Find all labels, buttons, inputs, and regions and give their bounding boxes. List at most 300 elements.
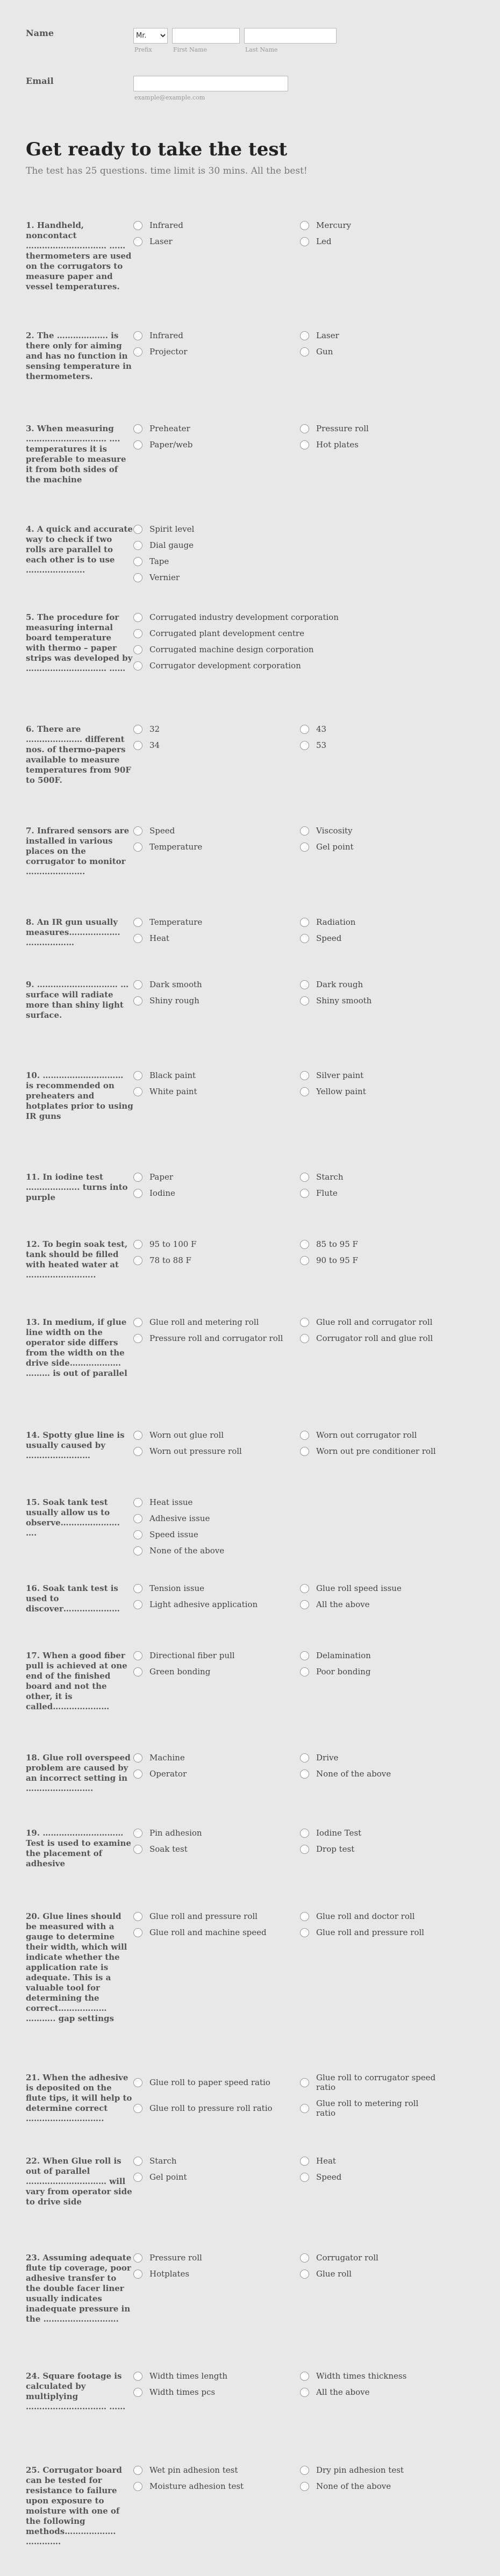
- answer-option[interactable]: [300, 2099, 440, 2118]
- answer-option[interactable]: [133, 347, 300, 356]
- answer-option[interactable]: [300, 1753, 440, 1762]
- answer-option[interactable]: [133, 1530, 434, 1539]
- answer-option[interactable]: [133, 1844, 300, 1854]
- answer-option[interactable]: [133, 842, 300, 852]
- question-5: [26, 612, 494, 674]
- radio-button[interactable]: [300, 934, 309, 943]
- answer-option[interactable]: [300, 842, 440, 852]
- question-25: [26, 2465, 494, 2547]
- radio-button[interactable]: [300, 996, 309, 1005]
- answer-option[interactable]: [300, 2253, 440, 2263]
- radio-button[interactable]: [133, 1447, 142, 1456]
- radio-button[interactable]: [133, 2372, 142, 2381]
- answer-option[interactable]: [300, 2269, 440, 2279]
- answer-option-label: Corrugator development corporation: [149, 661, 301, 670]
- answer-option[interactable]: [133, 1911, 300, 1921]
- answer-option[interactable]: [133, 1071, 300, 1080]
- answer-option[interactable]: [133, 1172, 300, 1182]
- radio-button[interactable]: [300, 347, 309, 356]
- radio-button[interactable]: [300, 1584, 309, 1593]
- answer-option[interactable]: [300, 1430, 440, 1440]
- answer-option-label: 90 to 95 F: [316, 1255, 358, 1265]
- question-text: 24. Square footage is calculated by multiplying ………………………… ……: [26, 2371, 126, 2411]
- radio-button[interactable]: [133, 1769, 142, 1779]
- answer-option[interactable]: [133, 2156, 300, 2166]
- answer-option-label: Spirit level: [149, 524, 195, 534]
- answer-option[interactable]: [133, 2387, 300, 2397]
- prefix-hint: Prefix: [134, 46, 152, 53]
- answer-option[interactable]: [133, 1188, 300, 1198]
- radio-button[interactable]: [133, 2078, 142, 2087]
- answer-option[interactable]: [133, 237, 300, 246]
- answer-option-label: Directional fiber pull: [149, 1651, 235, 1660]
- question-text: 4. A quick and accurate way to check if two rolls are parallel to each other is to use ………………….: [26, 524, 133, 575]
- answer-option[interactable]: [133, 917, 300, 927]
- answer-option-label: Drop test: [316, 1844, 355, 1854]
- answer-option[interactable]: [300, 740, 440, 750]
- answer-option[interactable]: [133, 826, 300, 836]
- answer-option[interactable]: [133, 724, 300, 734]
- answer-option[interactable]: [300, 2172, 440, 2182]
- radio-button[interactable]: [133, 2157, 142, 2166]
- radio-button[interactable]: [300, 2173, 309, 2182]
- answer-option-label: Glue roll to pressure roll ratio: [149, 2103, 273, 2113]
- radio-button[interactable]: [300, 1071, 309, 1080]
- answer-option-label: Worn out pre conditioner roll: [316, 1446, 436, 1456]
- answer-option[interactable]: [133, 629, 434, 638]
- answer-option[interactable]: [300, 2465, 440, 2475]
- answer-option-label: Glue roll and doctor roll: [316, 1911, 415, 1921]
- answer-option[interactable]: [300, 1333, 440, 1343]
- email-field-row: [26, 53, 500, 101]
- answer-option[interactable]: [133, 1087, 300, 1096]
- answer-option[interactable]: [133, 1333, 300, 1343]
- radio-button[interactable]: [133, 1546, 142, 1555]
- radio-button[interactable]: [300, 1189, 309, 1198]
- radio-button[interactable]: [133, 934, 142, 943]
- radio-button[interactable]: [133, 918, 142, 927]
- answer-options: [133, 524, 434, 582]
- radio-button[interactable]: [133, 1928, 142, 1937]
- radio-button[interactable]: [300, 725, 309, 734]
- question-14: [26, 1430, 494, 1461]
- answer-option[interactable]: [300, 1188, 440, 1198]
- question-17: [26, 1651, 494, 1712]
- answer-option-label: Heat: [316, 2156, 336, 2166]
- answer-option-label: Adhesive issue: [149, 1514, 210, 1523]
- answer-option[interactable]: [300, 1828, 440, 1838]
- radio-button[interactable]: [300, 843, 309, 852]
- radio-button[interactable]: [133, 1256, 142, 1265]
- answer-option[interactable]: [133, 661, 434, 670]
- answer-option[interactable]: [300, 724, 440, 734]
- answer-option-label: Wet pin adhesion test: [149, 2465, 238, 2475]
- answer-option[interactable]: [300, 2073, 440, 2092]
- question-text: 22. When Glue roll is out of parallel ………………………… will vary from operator side to drive side: [26, 2156, 132, 2207]
- answer-option-label: Pin adhesion: [149, 1828, 202, 1838]
- radio-button[interactable]: [133, 725, 142, 734]
- radio-button[interactable]: [133, 1173, 142, 1182]
- page-title: Get ready to take the test: [26, 139, 288, 160]
- answer-option-label: Black paint: [149, 1071, 196, 1080]
- answer-option-label: Width times pcs: [149, 2387, 216, 2397]
- radio-button[interactable]: [133, 613, 142, 622]
- question-2: [26, 331, 494, 382]
- radio-button[interactable]: [300, 741, 309, 750]
- answer-option[interactable]: [133, 996, 300, 1005]
- answer-option-label: Starch: [316, 1172, 344, 1182]
- answer-option-label: Infrared: [149, 331, 183, 340]
- answer-option-label: Corrugated industry development corporation: [149, 612, 339, 622]
- answer-option[interactable]: [300, 826, 440, 836]
- radio-button[interactable]: [300, 2372, 309, 2381]
- radio-button[interactable]: [133, 1584, 142, 1593]
- answer-option-label: Speed: [316, 2172, 342, 2182]
- answer-option[interactable]: [300, 980, 440, 989]
- answer-option[interactable]: [133, 331, 300, 340]
- answer-option-label: None of the above: [316, 1769, 391, 1779]
- question-text: 9. ………………………… … surface will radiate more than shiny light surface.: [26, 980, 129, 1020]
- question-21: [26, 2073, 494, 2124]
- radio-button[interactable]: [133, 996, 142, 1005]
- answer-option[interactable]: [133, 1828, 300, 1838]
- radio-button[interactable]: [133, 525, 142, 534]
- answer-option[interactable]: [133, 524, 434, 534]
- radio-button[interactable]: [133, 980, 142, 989]
- answer-option[interactable]: [133, 2465, 300, 2475]
- radio-button[interactable]: [133, 557, 142, 566]
- answer-option-label: Light adhesive application: [149, 1600, 258, 1609]
- answer-option-label: Shiny rough: [149, 996, 199, 1005]
- answer-option[interactable]: [300, 933, 440, 943]
- answer-option-label: Speed: [149, 826, 175, 836]
- question-18: [26, 1753, 494, 1794]
- answer-option-label: Width times length: [149, 2371, 228, 2381]
- answer-option[interactable]: [133, 424, 300, 433]
- answer-options: [133, 220, 440, 246]
- question-13: [26, 1317, 494, 1379]
- radio-button[interactable]: [133, 741, 142, 750]
- question-text: 3. When measuring ………………………… …. temperatures it is preferable to measure it from both sides of the machine: [26, 424, 126, 484]
- answer-options: [133, 1583, 440, 1609]
- radio-button[interactable]: [133, 2104, 142, 2113]
- radio-button[interactable]: [133, 1431, 142, 1440]
- radio-button[interactable]: [300, 2482, 309, 2491]
- radio-button[interactable]: [300, 424, 309, 433]
- radio-button[interactable]: [300, 2078, 309, 2087]
- answer-option[interactable]: [133, 1497, 434, 1507]
- radio-button[interactable]: [133, 1829, 142, 1838]
- radio-button[interactable]: [133, 661, 142, 670]
- answer-option[interactable]: [133, 1255, 300, 1265]
- answer-option[interactable]: [300, 1928, 440, 1937]
- answer-option-label: Gel point: [316, 842, 354, 852]
- answer-option[interactable]: [300, 2387, 440, 2397]
- radio-button[interactable]: [133, 331, 142, 340]
- answer-option[interactable]: [300, 1317, 440, 1327]
- answer-option-label: Iodine Test: [316, 1828, 362, 1838]
- answer-option-label: All the above: [316, 2387, 370, 2397]
- radio-button[interactable]: [300, 1173, 309, 1182]
- radio-button[interactable]: [133, 1189, 142, 1198]
- radio-button[interactable]: [300, 2388, 309, 2397]
- answer-option[interactable]: [300, 996, 440, 1005]
- answer-option-label: Flute: [316, 1188, 338, 1198]
- answer-option[interactable]: [133, 1753, 300, 1762]
- answer-option-label: Glue roll to corrugator speed ratio: [316, 2073, 436, 2092]
- answer-option[interactable]: [300, 1844, 440, 1854]
- radio-button[interactable]: [133, 237, 142, 246]
- answer-option[interactable]: [133, 573, 434, 582]
- question-8: [26, 917, 494, 948]
- answer-option-label: Gel point: [149, 2172, 187, 2182]
- answer-option[interactable]: [133, 1600, 300, 1609]
- answer-option[interactable]: [300, 424, 440, 433]
- radio-button[interactable]: [300, 1334, 309, 1343]
- answer-option[interactable]: [300, 440, 440, 449]
- prefix-select[interactable]: [133, 28, 168, 44]
- radio-button[interactable]: [300, 2104, 309, 2113]
- radio-button[interactable]: [300, 1318, 309, 1327]
- radio-button[interactable]: [300, 2270, 309, 2279]
- answer-option-label: 34: [149, 740, 160, 750]
- radio-button[interactable]: [300, 2157, 309, 2166]
- answer-option-label: Speed: [316, 933, 342, 943]
- radio-button[interactable]: [133, 843, 142, 852]
- radio-button[interactable]: [133, 1087, 142, 1096]
- radio-button[interactable]: [300, 2253, 309, 2263]
- radio-button[interactable]: [300, 1600, 309, 1609]
- answer-option-label: 43: [316, 724, 327, 734]
- radio-button[interactable]: [300, 1447, 309, 1456]
- question-text: 23. Assuming adequate flute tip coverage, poor adhesive transfer to the double facer liner usually indicates inadequate pressure in the ……………………….: [26, 2253, 132, 2324]
- radio-button[interactable]: [300, 237, 309, 246]
- radio-button[interactable]: [133, 2388, 142, 2397]
- radio-button[interactable]: [133, 221, 142, 230]
- radio-button[interactable]: [300, 221, 309, 230]
- answer-options: [133, 424, 440, 449]
- question-3: [26, 424, 494, 485]
- answer-option-label: Preheater: [149, 424, 190, 433]
- answer-options: [133, 2371, 440, 2397]
- answer-option[interactable]: [133, 220, 300, 230]
- answer-option-label: Hotplates: [149, 2269, 190, 2279]
- answer-option-label: Soak test: [149, 1844, 188, 1854]
- answer-option-label: Width times thickness: [316, 2371, 407, 2381]
- answer-option[interactable]: [300, 1600, 440, 1609]
- question-text: 12. To begin soak test, tank should be filled with heated water at ……………………..: [26, 1239, 128, 1280]
- radio-button[interactable]: [300, 331, 309, 340]
- radio-button[interactable]: [133, 1318, 142, 1327]
- answer-options: [133, 1071, 440, 1096]
- answer-option-label: Corrugated machine design corporation: [149, 645, 314, 654]
- answer-option[interactable]: [133, 2253, 300, 2263]
- radio-button[interactable]: [133, 573, 142, 582]
- radio-button[interactable]: [300, 918, 309, 927]
- question-text: 14. Spotty glue line is usually caused by ……………………: [26, 1430, 125, 1460]
- question-text: 1. Handheld, noncontact ………………………… …… thermometers are used on the corrugators to measure paper and vessel temperatures.: [26, 220, 132, 291]
- question-text: 19. ………………………… Test is used to examine the placement of adhesive: [26, 1828, 131, 1868]
- radio-button[interactable]: [133, 347, 142, 356]
- last-name-input[interactable]: [244, 28, 337, 44]
- answer-option-label: Laser: [149, 237, 173, 246]
- radio-button[interactable]: [300, 1769, 309, 1779]
- radio-button[interactable]: [300, 1667, 309, 1676]
- radio-button[interactable]: [133, 1240, 142, 1249]
- first-name-input[interactable]: [172, 28, 240, 44]
- answer-option[interactable]: [133, 2099, 300, 2118]
- answer-option[interactable]: [133, 1651, 300, 1660]
- answer-option[interactable]: [133, 645, 434, 654]
- answer-option[interactable]: [300, 2371, 440, 2381]
- radio-button[interactable]: [300, 1829, 309, 1838]
- answer-option[interactable]: [133, 1317, 300, 1327]
- answer-options: [133, 1317, 440, 1343]
- answer-option-label: Paper: [149, 1172, 174, 1182]
- answer-option[interactable]: [133, 1239, 300, 1249]
- answer-option[interactable]: [133, 2481, 300, 2491]
- answer-option[interactable]: [133, 540, 434, 550]
- radio-button[interactable]: [300, 1753, 309, 1762]
- answer-option[interactable]: [133, 2073, 300, 2092]
- radio-button[interactable]: [133, 2270, 142, 2279]
- answer-option-label: Heat: [149, 933, 169, 943]
- answer-option-label: Pressure roll: [149, 2253, 202, 2263]
- answer-option[interactable]: [300, 1172, 440, 1182]
- answer-option[interactable]: [133, 1583, 300, 1593]
- answer-options: [133, 2253, 440, 2279]
- radio-button[interactable]: [133, 1600, 142, 1609]
- radio-button[interactable]: [133, 1667, 142, 1676]
- answer-option[interactable]: [300, 237, 440, 246]
- radio-button[interactable]: [133, 1514, 142, 1523]
- answer-option-label: Poor bonding: [316, 1667, 371, 1676]
- answer-option[interactable]: [300, 1651, 440, 1660]
- answer-option[interactable]: [133, 556, 434, 566]
- radio-button[interactable]: [300, 1928, 309, 1937]
- answer-option[interactable]: [133, 2269, 300, 2279]
- answer-options: [133, 1239, 440, 1265]
- radio-button[interactable]: [300, 1087, 309, 1096]
- answer-option[interactable]: [133, 612, 434, 622]
- radio-button[interactable]: [300, 1845, 309, 1854]
- answer-option[interactable]: [133, 1446, 300, 1456]
- answer-option[interactable]: [300, 1071, 440, 1080]
- answer-option[interactable]: [133, 2172, 300, 2182]
- radio-button[interactable]: [133, 2466, 142, 2475]
- answer-option[interactable]: [133, 1667, 300, 1676]
- question-16: [26, 1583, 494, 1614]
- radio-button[interactable]: [300, 1431, 309, 1440]
- question-text: 13. In medium, if glue line width on the operator side differs from the width on the drive side………………. ……… is out of parallel: [26, 1317, 127, 1378]
- radio-button[interactable]: [300, 1240, 309, 1249]
- answer-option-label: Dry pin adhesion test: [316, 2465, 404, 2475]
- answer-option[interactable]: [300, 2481, 440, 2491]
- question-10: [26, 1071, 494, 1122]
- answer-option[interactable]: [300, 331, 440, 340]
- answer-option[interactable]: [300, 347, 440, 356]
- answer-option[interactable]: [133, 933, 300, 943]
- radio-button[interactable]: [300, 1912, 309, 1921]
- question-4: [26, 524, 494, 582]
- answer-option[interactable]: [300, 1255, 440, 1265]
- answer-option-label: Temperature: [149, 917, 203, 927]
- radio-button[interactable]: [133, 1651, 142, 1660]
- answer-option[interactable]: [300, 1446, 440, 1456]
- radio-button[interactable]: [300, 980, 309, 989]
- answer-option-label: Glue roll to metering roll ratio: [316, 2099, 419, 2118]
- answer-option[interactable]: [300, 1667, 440, 1676]
- radio-button[interactable]: [133, 1912, 142, 1921]
- email-input[interactable]: [133, 76, 288, 91]
- radio-button[interactable]: [133, 645, 142, 654]
- answer-option-label: Glue roll: [316, 2269, 352, 2279]
- radio-button[interactable]: [300, 440, 309, 449]
- answer-option-label: Hot plates: [316, 440, 359, 449]
- answer-option[interactable]: [133, 740, 300, 750]
- answer-option[interactable]: [133, 1514, 434, 1523]
- answer-option[interactable]: [300, 1769, 440, 1779]
- radio-button[interactable]: [133, 1845, 142, 1854]
- radio-button[interactable]: [133, 2173, 142, 2182]
- answer-option[interactable]: [133, 1546, 434, 1555]
- name-label: Name: [26, 28, 54, 38]
- answer-option-label: None of the above: [316, 2481, 391, 2491]
- question-text: 11. In iodine test ……………….. turns into purple: [26, 1172, 128, 1202]
- answer-options: [133, 1497, 434, 1555]
- answer-option[interactable]: [300, 1911, 440, 1921]
- radio-button[interactable]: [133, 541, 142, 550]
- answer-option[interactable]: [133, 1928, 300, 1937]
- answer-option[interactable]: [300, 220, 440, 230]
- radio-button[interactable]: [133, 1498, 142, 1507]
- answer-option[interactable]: [300, 2156, 440, 2166]
- answer-option[interactable]: [300, 1583, 440, 1593]
- radio-button[interactable]: [300, 1256, 309, 1265]
- radio-button[interactable]: [133, 2253, 142, 2263]
- answer-option[interactable]: [133, 2371, 300, 2381]
- radio-button[interactable]: [133, 1071, 142, 1080]
- answer-option[interactable]: [300, 1239, 440, 1249]
- answer-option-label: Pressure roll and corrugator roll: [149, 1333, 283, 1343]
- radio-button[interactable]: [133, 440, 142, 449]
- answer-options: [133, 612, 434, 670]
- radio-button[interactable]: [133, 2482, 142, 2491]
- radio-button[interactable]: [300, 826, 309, 836]
- last-name-hint: Last Name: [245, 46, 278, 53]
- radio-button[interactable]: [133, 1753, 142, 1762]
- answer-option[interactable]: [300, 1087, 440, 1096]
- answer-option[interactable]: [133, 1769, 300, 1779]
- answer-option[interactable]: [133, 1430, 300, 1440]
- radio-button[interactable]: [300, 2466, 309, 2475]
- radio-button[interactable]: [300, 1651, 309, 1660]
- email-label: Email: [26, 76, 54, 86]
- radio-button[interactable]: [133, 826, 142, 836]
- answer-option-label: Worn out pressure roll: [149, 1446, 242, 1456]
- radio-button[interactable]: [133, 1334, 142, 1343]
- answer-options: [133, 1753, 440, 1779]
- answer-option-label: 32: [149, 724, 160, 734]
- radio-button[interactable]: [133, 629, 142, 638]
- radio-button[interactable]: [133, 424, 142, 433]
- answer-option[interactable]: [133, 980, 300, 989]
- answer-options: [133, 826, 440, 852]
- question-text: 20. Glue lines should be measured with a gauge to determine their width, which will indicate whether the application rate is adequate. This is a valuable tool for determining the correct……………… ……….. gap settings: [26, 1911, 127, 2023]
- answer-option[interactable]: [133, 440, 300, 449]
- radio-button[interactable]: [133, 1530, 142, 1539]
- answer-option[interactable]: [300, 917, 440, 927]
